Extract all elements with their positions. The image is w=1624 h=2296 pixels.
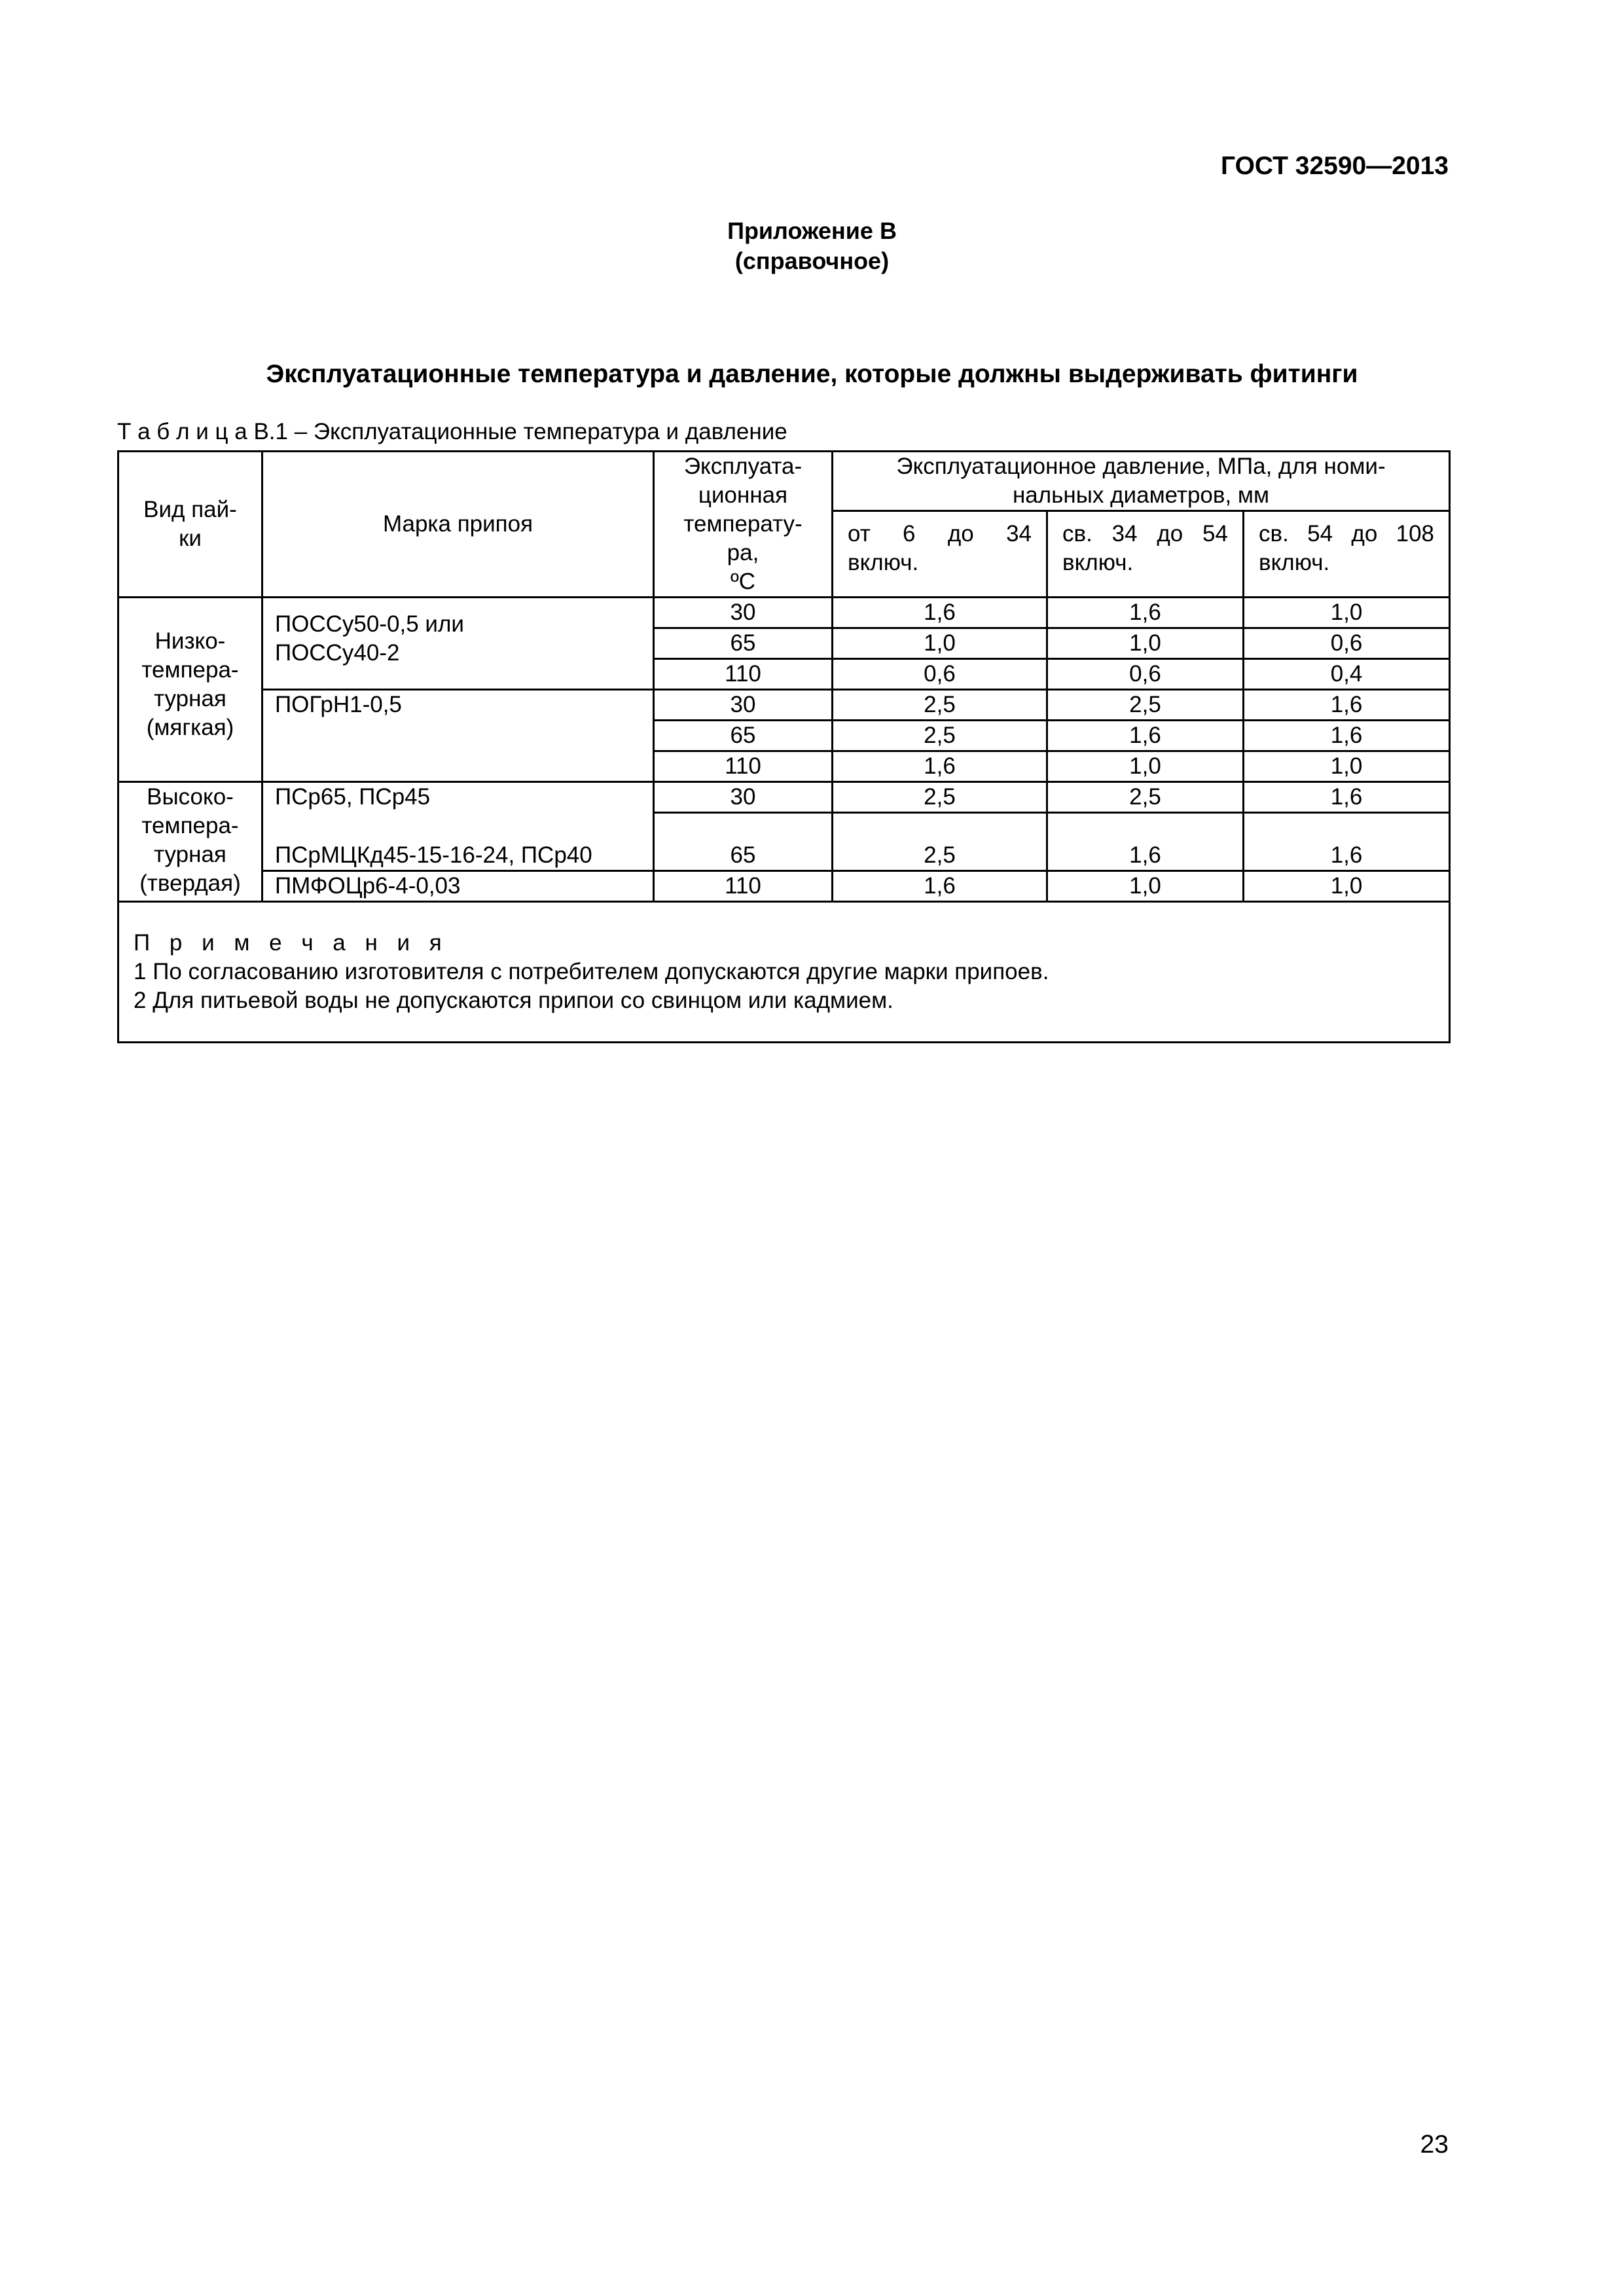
table-caption: [117, 419, 787, 445]
pressure-cell: 1,0: [1047, 628, 1244, 659]
high-temp-brand-3: ПМФОЦр6-4-0,03: [262, 871, 654, 902]
pressure-cell: 1,6: [833, 751, 1047, 782]
high-temp-kind: Высоко- темпера- турная (твердая): [118, 782, 262, 902]
table-row: [118, 871, 1450, 902]
temp-cell: 30: [654, 598, 833, 628]
temp-cell: 65: [654, 721, 833, 751]
pressure-cell: 1,6: [833, 871, 1047, 902]
pressure-cell: 1,0: [1244, 871, 1450, 902]
pressure-temperature-table: [117, 450, 1451, 1043]
pressure-cell: 1,6: [1244, 782, 1450, 813]
table-row: [118, 813, 1450, 871]
pressure-cell: 1,6: [1244, 721, 1450, 751]
temp-cell: 110: [654, 751, 833, 782]
pressure-cell: 1,6: [1244, 690, 1450, 721]
header-range-6-34: от 6 до 34 включ.: [833, 511, 1047, 598]
pressure-cell: 2,5: [1047, 690, 1244, 721]
table-row: [118, 598, 1450, 628]
pressure-cell: 1,0: [1047, 751, 1244, 782]
low-temp-brand-1: ПОССу50-0,5 или ПОССу40-2: [262, 598, 654, 690]
appendix-type: (справочное): [734, 247, 890, 274]
temp-cell: 110: [654, 659, 833, 690]
header-temperature: Эксплуата- ционная температу- ра, ºС: [654, 452, 833, 598]
pressure-cell: 0,6: [1047, 659, 1244, 690]
pressure-cell: 1,0: [1244, 598, 1450, 628]
pressure-cell: 1,6: [1047, 721, 1244, 751]
page-title: Эксплуатационные температура и давление, которые должны выдерживать фитинги: [266, 360, 1358, 388]
page-number: 23: [1420, 2130, 1449, 2159]
temp-cell: 110: [654, 871, 833, 902]
header-solder-brand: Марка припоя: [262, 452, 654, 598]
header-solder-kind: Вид пай- ки: [118, 452, 262, 598]
pressure-cell: 1,6: [833, 598, 1047, 628]
table-row: [118, 690, 1450, 721]
appendix-title: Приложение В: [727, 217, 897, 244]
pressure-cell: 1,6: [1047, 598, 1244, 628]
pressure-cell: 1,0: [1047, 871, 1244, 902]
temp-cell: 65: [654, 813, 833, 871]
pressure-cell: 0,6: [1244, 628, 1450, 659]
temp-cell: 65: [654, 628, 833, 659]
note-item: 1 По согласованию изготовителя с потребителем допускаются другие марки припоев.: [134, 959, 1049, 984]
pressure-cell: 2,5: [1047, 782, 1244, 813]
pressure-cell: 1,0: [833, 628, 1047, 659]
note-item: 2 Для питьевой воды не допускаются припои со свинцом или кадмием.: [134, 988, 893, 1013]
temp-cell: 30: [654, 690, 833, 721]
header-pressure: Эксплуатационное давление, МПа, для номи- нальных диаметров, мм: [833, 452, 1450, 511]
pressure-cell: 2,5: [833, 690, 1047, 721]
pressure-cell: 0,6: [833, 659, 1047, 690]
pressure-cell: 2,5: [833, 721, 1047, 751]
pressure-cell: 1,6: [1047, 813, 1244, 871]
high-temp-brand-2: ПСрМЦКд45-15-16-24, ПСр40: [262, 813, 654, 871]
pressure-cell: 2,5: [833, 813, 1047, 871]
low-temp-kind: Низко- темпера- турная (мягкая): [118, 598, 262, 782]
header-range-54-108: св. 54 до 108 включ.: [1244, 511, 1450, 598]
table-row: [118, 782, 1450, 813]
pressure-cell: 1,0: [1244, 751, 1450, 782]
notes-title: П р и м е ч а н и я: [134, 930, 448, 956]
low-temp-brand-2: ПОГрН1-0,5: [262, 690, 654, 782]
pressure-cell: 2,5: [833, 782, 1047, 813]
pressure-cell: 0,4: [1244, 659, 1450, 690]
temp-cell: 30: [654, 782, 833, 813]
document-code: ГОСТ 32590—2013: [1221, 152, 1449, 180]
table-notes: [118, 902, 1450, 1043]
header-range-34-54: св. 34 до 54 включ.: [1047, 511, 1244, 598]
high-temp-brand-1: ПСр65, ПСр45: [262, 782, 654, 813]
table-caption-label: Т а б л и ц а: [117, 419, 247, 444]
pressure-cell: 1,6: [1244, 813, 1450, 871]
table-caption-text: В.1 – Эксплуатационные температура и давление: [247, 419, 787, 444]
